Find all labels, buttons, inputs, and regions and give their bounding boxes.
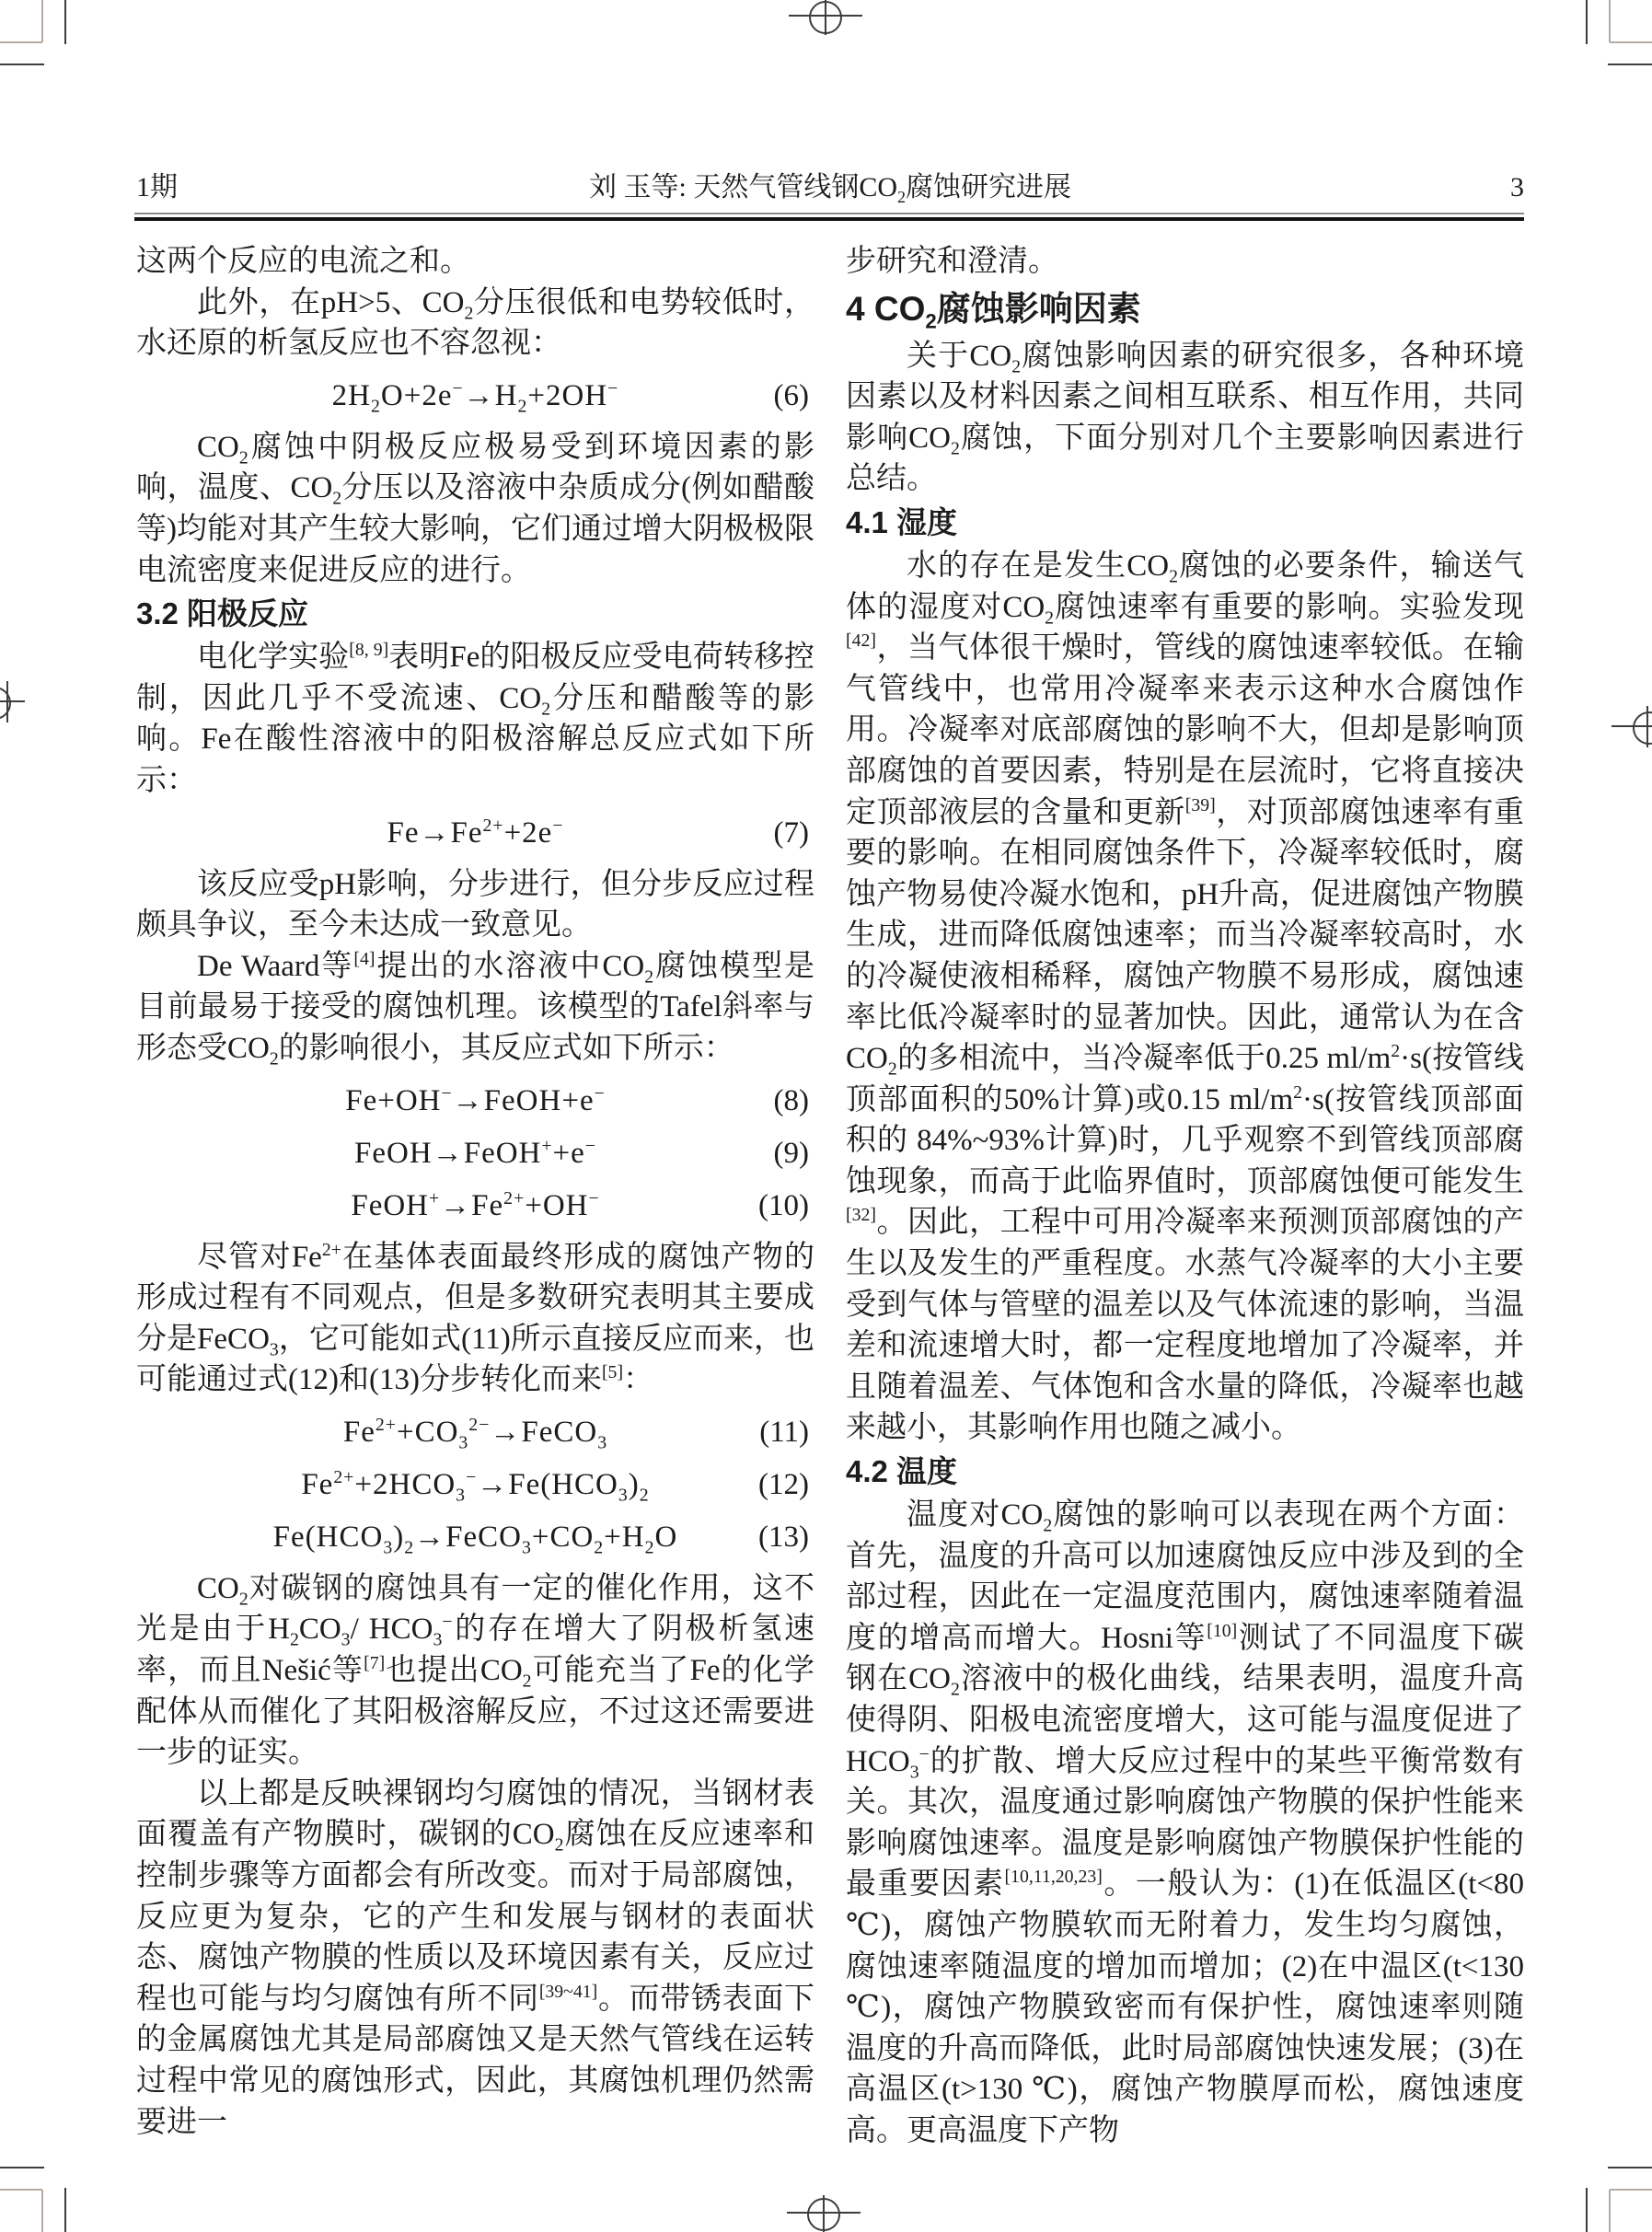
equation-number: (12): [758, 1467, 809, 1501]
paragraph: 以上都是反映裸钢均匀腐蚀的情况，当钢材表面覆盖有产物膜时，碳钢的$CO_2$腐蚀在反应速率和控制步骤等方面都会有所改变。而对于局部腐蚀，反应更为复杂，它的产生和发展与钢材的表面状态、腐蚀产物膜的性质以及环境因素有关，反应过程也可能与均匀腐蚀有所不同[39~41]。而带锈表面下的金属腐蚀尤其是局部腐蚀又是天然气管线在运转过程中常见的腐蚀形式，因此，其腐蚀机理仍然需要进一: [136, 1776, 815, 2139]
paragraph: $CO_2$对碳钢的腐蚀具有一定的催化作用，这不光是由于$H_2CO_3/$ $HCO_3^-$的存在增大了阴极析氢速率，而且Nešić等[7]也提出$CO_2$可能充当了Fe的化学配体从而催化了其阳极溶解反应，不过这还需要进一步的证实。: [136, 1571, 815, 1770]
equation-formula: $2H_2O+2e^-\to H_2+2OH^-$: [331, 377, 619, 417]
equation-number: (9): [773, 1136, 809, 1170]
equation-formula: $Fe(HCO_3)_2\to FeCO_3+CO_2+H_2O$: [272, 1520, 678, 1558]
equation-9: [136, 1132, 814, 1174]
equation-11: [136, 1411, 814, 1453]
paragraph: 电化学实验[8, 9]表明Fe的阳极反应受电荷转移控制，因此几乎不受流速、$CO_2$分压和醋酸等的影响。Fe在酸性溶液中的阳极溶解总反应式如下所示：: [136, 640, 815, 797]
page-number: 3: [1510, 172, 1524, 202]
section-heading: 4 $CO_2$腐蚀影响因素: [846, 289, 1141, 332]
paragraph: 温度对$CO_2$腐蚀的影响可以表现在两个方面：首先，温度的升高可以加速腐蚀反应中涉及到的全部过程，因此在一定温度范围内，腐蚀速率随着温度的增高而增大。Hosni等[10]测试了不同温度下碳钢在$CO_2$溶液中的极化曲线，结果表明，温度升高使得阴、阳极电流密度增大，这可能与温度促进了$HCO_3^-$的扩散、增大反应过程中的某些平衡常数有关。其次，温度通过影响腐蚀产物膜的保护性能来影响腐蚀速率。温度是影响腐蚀产物膜保护性能的最重要因素[10,11,20,23]。一般认为：(1)在低温区(t<80 ℃)，腐蚀产物膜软而无附着力，发生均匀腐蚀，腐蚀速率随温度的增加而增加；(2)在中温区(t<130 ℃)，腐蚀产物膜致密而有保护性，腐蚀速率则随温度的升高而降低，此时局部腐蚀快速发展；(3)在高温区(t>130 ℃)，腐蚀产物膜厚而松，腐蚀速度高。更高温度下产物: [846, 1498, 1525, 2147]
header-rule: [134, 213, 1524, 221]
paragraph: 此外，在pH>5、$CO_2$分压很低和电势较低时，水还原的析氢反应也不容忽视：: [136, 285, 815, 361]
equation-formula: $Fe\to Fe^{2+}+2e^-$: [387, 815, 564, 850]
equation-number: (8): [773, 1083, 809, 1117]
paragraph: 步研究和澄清。: [846, 245, 1058, 278]
equation-formula: Fe+OH−→FeOH+e−: [345, 1082, 606, 1117]
equation-13: [136, 1516, 814, 1558]
left-column: [136, 241, 814, 2143]
section-heading: 4.1 湿度: [846, 504, 958, 539]
equation-formula: $FeOH^+\to Fe^{2+}+OH^-$: [351, 1187, 600, 1222]
paragraph: 该反应受pH影响，分步进行，但分步反应过程颇具争议，至今未达成一致意见。: [136, 867, 814, 943]
paragraph: 这两个反应的电流之和。: [136, 245, 470, 278]
paragraph: De Waard等[4]提出的水溶液中$CO_2$腐蚀模型是目前最易于接受的腐蚀机理。该模型的Tafel斜率与形态受$CO_2$的影响很小，其反应式如下所示：: [136, 948, 815, 1070]
equation-12: [136, 1463, 814, 1506]
issue-label: 1期: [136, 172, 178, 202]
equation-number: (11): [759, 1415, 809, 1449]
paragraph: 水的存在是发生$CO_2$腐蚀的必要条件，输送气体的湿度对$CO_2$腐蚀速率有重要的影响。实验发现[42]，当气体很干燥时，管线的腐蚀速率较低。在输气管线中，也常用冷凝率来表示这种水合腐蚀作用。冷凝率对底部腐蚀的影响不大，但却是影响顶部腐蚀的首要因素，特别是在层流时，它将直接决定顶部液层的含量和更新[39]，对顶部腐蚀速率有重要的影响。在相同腐蚀条件下，冷凝率较低时，腐蚀产物易使冷凝水饱和，pH升高，促进腐蚀产物膜生成，进而降低腐蚀速率；而当冷凝率较高时，水的冷凝使液相稀释，腐蚀产物膜不易形成，腐蚀速率比低冷凝率时的显著加快。因此，通常认为在含$CO_2$的多相流中，当冷凝率低于0.25 $ml/m^2\cdot s$(按管线顶部面积的50%计算)或0.15 $ml/m^2\cdot s$(按管线顶部面积的 84%~93%计算)时，几乎观察不到管线顶部腐蚀现象，而高于此临界值时，顶部腐蚀便可能发生[32]。因此，工程中可用冷凝率来预测顶部腐蚀的产生以及发生的严重程度。水蒸气冷凝率的大小主要受到气体与管壁的温差以及气体流速的影响，当温差和流速增大时，都一定程度地增加了冷凝率，并且随着温差、气体饱和含水量的降低，冷凝率也越来越小，其影响作用也随之减小。: [846, 549, 1525, 1445]
equation-7: [136, 812, 814, 854]
equation-10: [136, 1185, 814, 1227]
equation-8: [136, 1080, 814, 1122]
paragraph: 尽管对$Fe^{2+}$在基体表面最终形成的腐蚀产物的形成过程有不同观点，但是多数研究表明其主要成分是FeCO$_3$，它可能如式(11)所示直接反应而来，也可能通过式(12)和(13)分步转化而来[5]：: [136, 1239, 815, 1397]
equation-number: (7): [773, 815, 809, 850]
equation-number: (6): [773, 378, 809, 412]
equation-formula: $Fe^{2+}+CO_3^{2-}\to FeCO_3$: [342, 1414, 608, 1453]
section-heading: 4.2 温度: [846, 1454, 958, 1489]
running-header: [136, 169, 1524, 206]
right-column: [846, 241, 1524, 2152]
equation-number: (10): [758, 1188, 809, 1222]
running-title: 刘 玉等: 天然气管线钢$CO_2$腐蚀研究进展: [588, 172, 1071, 206]
section-heading: 3.2 阳极反应: [136, 596, 309, 631]
equation-number: (13): [758, 1520, 809, 1554]
equation-6: [136, 375, 814, 417]
paragraph: $CO_2$腐蚀中阴极反应极易受到环境因素的影响，温度、$CO_2$分压以及溶液中杂质成分(例如醋酸等)均能对其产生较大影响，它们通过增大阴极极限电流密度来促进反应的进行。: [136, 430, 814, 587]
equation-formula: FeOH→FeOH++e−: [354, 1135, 596, 1170]
equation-formula: $Fe^{2+}+2HCO_3^-\to Fe(HCO_3)_2$: [301, 1466, 650, 1506]
paragraph: 关于$CO_2$腐蚀影响因素的研究很多，各种环境因素以及材料因素之间相互联系、相互作用，共同影响$CO_2$腐蚀，下面分别对几个主要影响因素进行总结。: [846, 339, 1525, 496]
